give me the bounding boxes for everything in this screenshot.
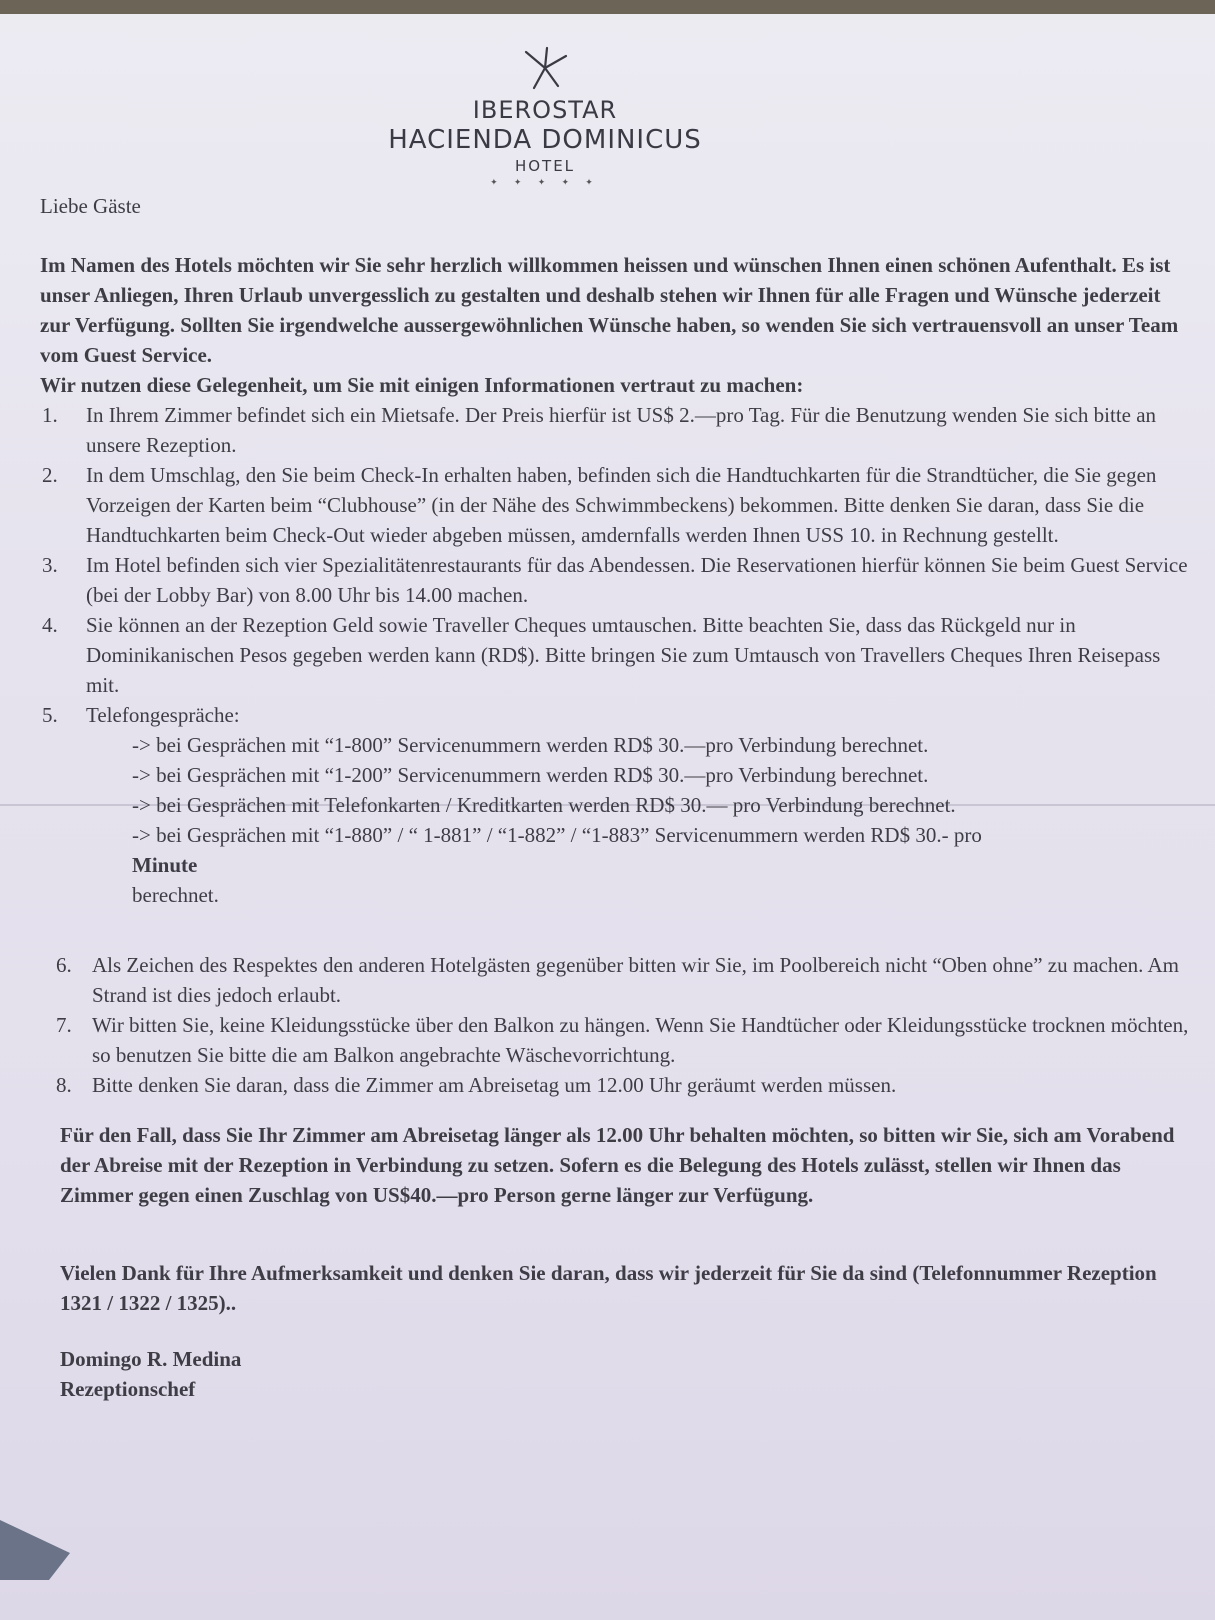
phone-charge-suffix: berechnet. <box>132 883 219 907</box>
logo-ornament: ✦ ✦ ✦ ✦ ✦ <box>490 177 600 187</box>
letter-body <box>40 250 1190 1100</box>
signature-name: Domingo R. Medina <box>60 1347 242 1371</box>
list-item: 1. In Ihrem Zimmer befindet sich ein Mietsafe. Der Preis hierfür ist US$ 2.—pro Tag. Für die Benutzung wenden Sie sich bitte an unsere Rezeption. <box>42 403 1157 457</box>
phone-charge-item: -> bei Gesprächen mit “1-880” / “ 1-881” / “1-882” / “1-883” Servicenummern werden RD$ 30.- pro <box>132 823 982 847</box>
rules-list <box>40 950 1190 1100</box>
greeting: Liebe Gäste <box>40 194 141 218</box>
starfish-icon <box>520 46 570 90</box>
late-checkout-paragraph: Für den Fall, dass Sie Ihr Zimmer am Abreisetag länger als 12.00 Uhr behalten möchten, so bitten wir Sie, sich am Vorabend der Abreise mit der Rezeption in Verbindung zu setzen. Sofern es die Belegung des Hotels zulässt, stellen wir Ihnen das Zimmer gegen einen Zuschlag von US$40.—pro Person gerne länger zur Verfügung. <box>60 1123 1175 1207</box>
phone-charge-item: -> bei Gesprächen mit Telefonkarten / Kreditkarten werden RD$ 30.— pro Verbindung berechnet. <box>132 793 956 817</box>
phone-charge-item: -> bei Gesprächen mit “1-200” Servicenummern werden RD$ 30.—pro Verbindung berechnet. <box>132 763 929 787</box>
list-item: 5. Telefongespräche: -> bei Gesprächen mit “1-800” Servicenummern werden RD$ 30.—pro Verbindung berechnet. -> bei Gesprächen mit “1-200” Servicenummern werden RD$ 30.—pro Verbindung berechnet. -> bei Gesprächen mit Telefonkarten / Kreditkarten werden RD$ 30.— pro Verbindung berechnet. -> bei Gesprächen mit “1-880” / “ 1-881” / “1-882” / “1-883” Servicenummern werden RD$ 30.- pro Minute berechnet. <box>40 700 1190 910</box>
hotel-logo <box>360 46 730 188</box>
intro-paragraph: Im Namen des Hotels möchten wir Sie sehr herzlich willkommen heissen und wünschen Ihnen einen schönen Aufenthalt. Es ist unser Anliegen, Ihren Urlaub unvergesslich zu gestalten und deshalb stehen wir Ihnen für alle Fragen und Wünsche jederzeit zur Verfügung. Sollten Sie irgendwelche aussergewöhnlichen Wünsche haben, so wenden Sie sich vertrauensvoll an unser Team vom Guest Service. <box>40 253 1179 367</box>
thanks-paragraph: Vielen Dank für Ihre Aufmerksamkeit und denken Sie daran, dass wir jederzeit für Sie da sind (Telefonnummer Rezeption 1321 / 1322 / 1325).. <box>60 1261 1157 1315</box>
phone-charge-item: -> bei Gesprächen mit “1-800” Servicenummern werden RD$ 30.—pro Verbindung berechnet. <box>132 733 929 757</box>
list-item: 4. Sie können an der Rezeption Geld sowie Traveller Cheques umtauschen. Bitte beachten Sie, dass das Rückgeld nur in Dominikanischen Pesos gegeben werden kann (RD$). Bitte bringen Sie zum Umtausch von Travellers Cheques Ihren Reisepass mit. <box>42 613 1161 697</box>
list-item: 2. In dem Umschlag, den Sie beim Check-In erhalten haben, befinden sich die Handtuchkarten für die Strandtücher, die Sie gegen Vorzeigen der Karten beim “Clubhouse” (in der Nähe des Schwimmbeckens) bekommen. Bitte denken Sie daran, dass Sie die Handtuchkarten beim Check-Out wieder abgeben müssen, amdernfalls werden Ihnen USS 10. in Rechnung gestellt. <box>42 463 1157 547</box>
signature-block <box>60 1344 1190 1404</box>
list-item: 3. Im Hotel befinden sich vier Spezialitätenrestaurants für das Abendessen. Die Reservationen hierfür können Sie beim Guest Service (bei der Lobby Bar) von 8.00 Uhr bis 14.00 machen. <box>42 553 1188 607</box>
signature-title: Rezeptionschef <box>60 1377 196 1401</box>
hotel-name: HACIENDA DOMINICUS <box>388 125 702 155</box>
brand-name: IBEROSTAR <box>472 96 618 124</box>
hotel-label: HOTEL <box>514 157 576 175</box>
page-corner <box>0 1520 70 1580</box>
phone-charge-unit: Minute <box>132 853 198 877</box>
list-item: 6. Als Zeichen des Respektes den anderen Hotelgästen gegenüber bitten wir Sie, im Poolbereich nicht “Oben ohne” zu machen. Am Strand ist dies jedoch erlaubt. <box>56 953 1179 1007</box>
list-item: 8. Bitte denken Sie daran, dass die Zimmer am Abreisetag um 12.00 Uhr geräumt werden müssen. <box>56 1073 897 1097</box>
phone-charges-list <box>86 730 1190 910</box>
list-item: 7. Wir bitten Sie, keine Kleidungsstücke über den Balkon zu hängen. Wenn Sie Handtücher oder Kleidungsstücke trocknen möchten, so benutzen Sie bitte die am Balkon angebrachte Wäschevorrichtung. <box>56 1013 1189 1067</box>
info-list <box>40 400 1190 910</box>
info-lead: Wir nutzen diese Gelegenheit, um Sie mit einigen Informationen vertraut zu machen: <box>40 373 804 397</box>
letter-page <box>0 14 1215 1620</box>
